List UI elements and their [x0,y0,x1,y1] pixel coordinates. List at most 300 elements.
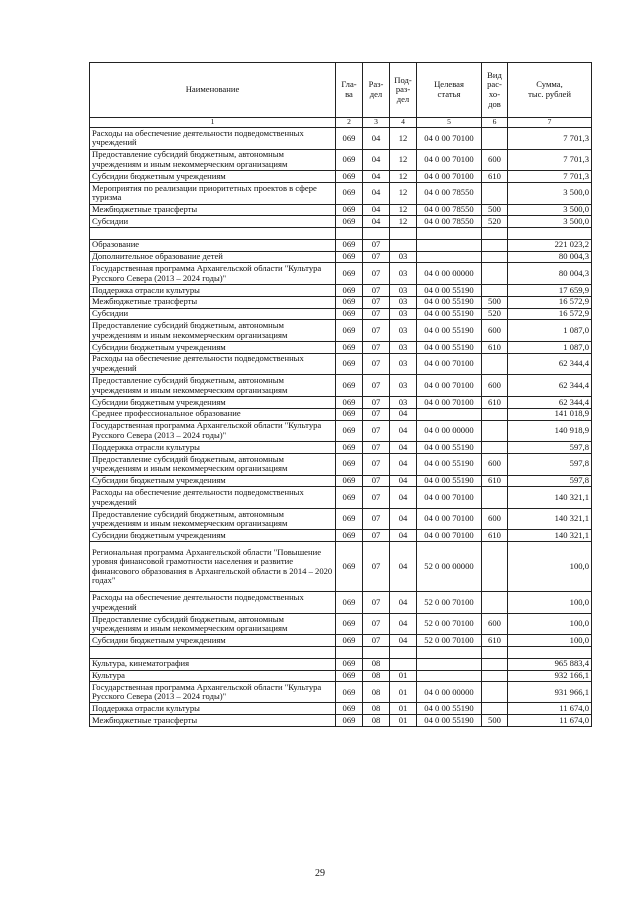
cell-subsection: 03 [390,296,417,308]
cell-expense-type: 600 [482,613,508,635]
cell-expense-type [482,251,508,263]
cell-expense-type: 520 [482,216,508,228]
cell-section: 07 [363,353,390,375]
cell-sum: 140 321,1 [508,530,592,542]
cell-subsection: 04 [390,453,417,475]
cell-chapter: 069 [336,487,363,509]
table-row [90,375,592,397]
cell-chapter: 069 [336,353,363,375]
cell-section: 07 [363,263,390,285]
cell-section: 07 [363,592,390,614]
cell-target-article: 04 0 00 00000 [417,682,482,703]
cell-expense-type [482,487,508,509]
cell-sum: 62 344,4 [508,396,592,408]
cell-section: 08 [363,670,390,682]
table-row [90,251,592,263]
cell-section: 07 [363,442,390,454]
table-row [90,658,592,670]
cell-chapter: 069 [336,453,363,475]
cell-target-article: 04 0 00 55190 [417,453,482,475]
cell-name: Субсидии бюджетным учреждениям [90,635,336,647]
cell-sum: 3 500,0 [508,204,592,216]
cell-name: Субсидии бюджетным учреждениям [90,341,336,353]
cell-name: Субсидии [90,308,336,320]
cell-sum: 965 883,4 [508,658,592,670]
cell-chapter: 069 [336,420,363,442]
cell-name: Образование [90,239,336,251]
cell-name: Субсидии бюджетным учреждениям [90,530,336,542]
table-row [90,341,592,353]
cell-target-article: 04 0 00 70100 [417,530,482,542]
cell-subsection: 12 [390,204,417,216]
cell-subsection: 04 [390,420,417,442]
cell-subsection: 04 [390,442,417,454]
cell-chapter: 069 [336,204,363,216]
cell-name: Субсидии бюджетным учреждениям [90,171,336,183]
cell-sum: 140 321,1 [508,487,592,509]
table-row [90,284,592,296]
cell-name: Государственная программа Архангельской области "Культура Русского Севера (2013 – 2024 годы)" [90,263,336,285]
cell-section: 07 [363,542,390,592]
cell-section: 04 [363,128,390,150]
cell-target-article: 04 0 00 55190 [417,296,482,308]
cell-section: 07 [363,375,390,397]
cell-sum [508,647,592,659]
cell-target-article: 04 0 00 70100 [417,375,482,397]
cell-target-article: 04 0 00 70100 [417,396,482,408]
cell-subsection [390,658,417,670]
cell-section: 04 [363,149,390,171]
cell-target-article: 04 0 00 70100 [417,149,482,171]
cell-section: 07 [363,453,390,475]
cell-chapter: 069 [336,670,363,682]
cell-expense-type [482,592,508,614]
cell-target-article: 52 0 00 70100 [417,592,482,614]
cell-sum: 597,8 [508,442,592,454]
column-number: 6 [482,118,508,128]
header-subsection: Под- раз- дел [390,63,417,118]
cell-expense-type [482,658,508,670]
table-row [90,682,592,703]
cell-chapter: 069 [336,475,363,487]
cell-chapter: 069 [336,703,363,715]
cell-subsection: 01 [390,703,417,715]
cell-target-article: 04 0 00 78550 [417,216,482,228]
cell-section: 07 [363,396,390,408]
cell-section: 04 [363,216,390,228]
cell-subsection: 12 [390,216,417,228]
cell-sum: 80 004,3 [508,251,592,263]
cell-sum: 140 918,9 [508,420,592,442]
header-expense-type: Вид рас- хо- дов [482,63,508,118]
cell-subsection [390,239,417,251]
cell-chapter: 069 [336,149,363,171]
cell-expense-type: 600 [482,375,508,397]
cell-expense-type: 520 [482,308,508,320]
cell-sum: 100,0 [508,613,592,635]
cell-name: Дополнительное образование детей [90,251,336,263]
table-row [90,475,592,487]
table-row [90,239,592,251]
cell-chapter: 069 [336,284,363,296]
table-row [90,320,592,342]
cell-expense-type [482,239,508,251]
header-chapter: Гла- ва [336,63,363,118]
cell-sum: 7 701,3 [508,128,592,150]
cell-chapter: 069 [336,341,363,353]
cell-chapter: 069 [336,375,363,397]
cell-subsection: 01 [390,670,417,682]
cell-name: Предоставление субсидий бюджетным, автономным учреждениям и иным некоммерческим организациям [90,508,336,530]
cell-section: 07 [363,530,390,542]
header-target-article: Целевая статья [417,63,482,118]
cell-sum: 16 572,9 [508,308,592,320]
cell-subsection: 04 [390,408,417,420]
cell-sum: 11 674,0 [508,703,592,715]
cell-sum: 11 674,0 [508,715,592,727]
cell-target-article: 04 0 00 55190 [417,341,482,353]
cell-expense-type [482,703,508,715]
cell-subsection [390,228,417,240]
blank-row [90,647,592,659]
table-row [90,204,592,216]
cell-expense-type [482,228,508,240]
cell-subsection: 04 [390,487,417,509]
cell-expense-type [482,263,508,285]
cell-name: Межбюджетные трансферты [90,296,336,308]
cell-name: Предоставление субсидий бюджетным, автономным учреждениям и иным некоммерческим организациям [90,149,336,171]
table-row [90,670,592,682]
cell-section: 07 [363,475,390,487]
cell-target-article: 04 0 00 78550 [417,204,482,216]
header-name: Наименование [90,63,336,118]
cell-chapter: 069 [336,715,363,727]
cell-name: Государственная программа Архангельской области "Культура Русского Севера (2013 – 2024 годы)" [90,682,336,703]
table-row [90,420,592,442]
cell-expense-type [482,420,508,442]
cell-expense-type: 610 [482,635,508,647]
cell-name: Культура, кинематография [90,658,336,670]
cell-subsection: 03 [390,251,417,263]
cell-name: Субсидии бюджетным учреждениям [90,475,336,487]
cell-section: 04 [363,171,390,183]
cell-section [363,647,390,659]
cell-chapter: 069 [336,530,363,542]
table-row [90,171,592,183]
cell-target-article: 04 0 00 70100 [417,508,482,530]
cell-name: Расходы на обеспечение деятельности подведомственных учреждений [90,353,336,375]
cell-target-article: 04 0 00 70100 [417,353,482,375]
table-row [90,182,592,204]
cell-target-article: 04 0 00 55190 [417,308,482,320]
cell-name: Региональная программа Архангельской области "Повышение уровня финансовой грамотности населения и развитие финансового образования в Архангельской области в 2014 – 2020 годах" [90,542,336,592]
cell-name: Межбюджетные трансферты [90,204,336,216]
cell-sum: 597,8 [508,475,592,487]
cell-section: 07 [363,320,390,342]
cell-chapter: 069 [336,658,363,670]
table-row [90,296,592,308]
cell-chapter: 069 [336,128,363,150]
cell-target-article [417,670,482,682]
cell-chapter: 069 [336,320,363,342]
cell-sum: 1 087,0 [508,320,592,342]
cell-expense-type [482,182,508,204]
cell-expense-type: 500 [482,296,508,308]
cell-subsection: 03 [390,375,417,397]
cell-name: Субсидии бюджетным учреждениям [90,396,336,408]
cell-expense-type: 610 [482,475,508,487]
cell-name: Поддержка отрасли культуры [90,703,336,715]
cell-chapter: 069 [336,216,363,228]
cell-sum: 221 023,2 [508,239,592,251]
table-row [90,508,592,530]
cell-name: Предоставление субсидий бюджетным, автономным учреждениям и иным некоммерческим организациям [90,375,336,397]
cell-sum: 100,0 [508,635,592,647]
cell-subsection: 03 [390,263,417,285]
cell-sum: 100,0 [508,542,592,592]
cell-section: 07 [363,613,390,635]
column-numbers-row [90,118,592,128]
cell-expense-type [482,542,508,592]
cell-chapter [336,228,363,240]
cell-subsection: 04 [390,635,417,647]
cell-section: 08 [363,703,390,715]
cell-name: Межбюджетные трансферты [90,715,336,727]
cell-chapter: 069 [336,682,363,703]
table-row [90,128,592,150]
budget-rows [90,128,592,727]
table-row [90,353,592,375]
table-row [90,308,592,320]
table-row [90,453,592,475]
cell-subsection: 04 [390,542,417,592]
cell-section: 07 [363,284,390,296]
cell-section: 07 [363,308,390,320]
cell-expense-type [482,353,508,375]
cell-target-article: 04 0 00 00000 [417,420,482,442]
cell-expense-type: 600 [482,149,508,171]
cell-name: Предоставление субсидий бюджетным, автономным учреждениям и иным некоммерческим организациям [90,320,336,342]
cell-sum: 7 701,3 [508,171,592,183]
cell-target-article: 52 0 00 70100 [417,613,482,635]
header-section: Раз- дел [363,63,390,118]
cell-target-article [417,658,482,670]
cell-expense-type [482,284,508,296]
cell-subsection: 04 [390,475,417,487]
cell-subsection: 12 [390,149,417,171]
cell-target-article: 52 0 00 70100 [417,635,482,647]
cell-section: 07 [363,508,390,530]
cell-chapter: 069 [336,396,363,408]
cell-subsection: 12 [390,128,417,150]
column-number: 3 [363,118,390,128]
cell-expense-type [482,408,508,420]
column-number: 4 [390,118,417,128]
column-number: 7 [508,118,592,128]
cell-target-article: 04 0 00 55190 [417,320,482,342]
cell-expense-type: 500 [482,715,508,727]
column-number: 5 [417,118,482,128]
table-row [90,635,592,647]
cell-subsection: 03 [390,320,417,342]
cell-subsection [390,647,417,659]
cell-sum: 1 087,0 [508,341,592,353]
cell-chapter: 069 [336,239,363,251]
cell-expense-type: 610 [482,171,508,183]
cell-expense-type: 610 [482,396,508,408]
cell-expense-type: 500 [482,204,508,216]
cell-chapter [336,647,363,659]
cell-chapter: 069 [336,182,363,204]
cell-target-article: 04 0 00 70100 [417,128,482,150]
cell-target-article: 04 0 00 55190 [417,284,482,296]
cell-expense-type: 600 [482,508,508,530]
cell-target-article [417,239,482,251]
cell-chapter: 069 [336,296,363,308]
cell-target-article [417,408,482,420]
table-row [90,408,592,420]
cell-sum [508,228,592,240]
cell-target-article: 04 0 00 00000 [417,263,482,285]
cell-chapter: 069 [336,251,363,263]
cell-section: 07 [363,239,390,251]
cell-sum: 141 018,9 [508,408,592,420]
cell-expense-type: 610 [482,341,508,353]
cell-section: 07 [363,420,390,442]
header-row [90,63,592,118]
cell-name: Поддержка отрасли культуры [90,442,336,454]
cell-sum: 140 321,1 [508,508,592,530]
cell-subsection: 03 [390,353,417,375]
table-row [90,216,592,228]
cell-target-article [417,647,482,659]
cell-chapter: 069 [336,171,363,183]
cell-expense-type: 610 [482,530,508,542]
cell-sum: 100,0 [508,592,592,614]
cell-target-article: 04 0 00 70100 [417,487,482,509]
cell-subsection: 04 [390,613,417,635]
cell-name: Расходы на обеспечение деятельности подведомственных учреждений [90,487,336,509]
cell-expense-type [482,647,508,659]
cell-sum: 17 659,9 [508,284,592,296]
cell-sum: 62 344,4 [508,375,592,397]
cell-subsection: 04 [390,592,417,614]
cell-subsection: 03 [390,396,417,408]
cell-name [90,647,336,659]
cell-section: 08 [363,658,390,670]
cell-sum: 3 500,0 [508,182,592,204]
cell-sum: 62 344,4 [508,353,592,375]
table-row [90,542,592,592]
cell-section [363,228,390,240]
cell-expense-type [482,128,508,150]
cell-sum: 932 166,1 [508,670,592,682]
cell-section: 04 [363,182,390,204]
cell-name: Среднее профессиональное образование [90,408,336,420]
cell-sum: 597,8 [508,453,592,475]
cell-subsection: 04 [390,508,417,530]
cell-target-article: 04 0 00 55190 [417,703,482,715]
table-row [90,592,592,614]
cell-expense-type [482,442,508,454]
column-number: 2 [336,118,363,128]
cell-section: 07 [363,251,390,263]
cell-name: Предоставление субсидий бюджетным, автономным учреждениям и иным некоммерческим организациям [90,613,336,635]
cell-sum: 16 572,9 [508,296,592,308]
table-row [90,263,592,285]
cell-chapter: 069 [336,442,363,454]
table-row [90,149,592,171]
cell-expense-type [482,682,508,703]
cell-expense-type: 600 [482,320,508,342]
cell-expense-type: 600 [482,453,508,475]
cell-section: 08 [363,682,390,703]
budget-table [89,62,592,727]
cell-target-article: 04 0 00 70100 [417,171,482,183]
cell-subsection: 03 [390,284,417,296]
table-row [90,442,592,454]
cell-name [90,228,336,240]
table-row [90,396,592,408]
cell-subsection: 12 [390,171,417,183]
cell-sum: 80 004,3 [508,263,592,285]
cell-subsection: 03 [390,308,417,320]
table-row [90,703,592,715]
cell-name: Мероприятия по реализации приоритетных проектов в сфере туризма [90,182,336,204]
cell-section: 07 [363,635,390,647]
cell-name: Государственная программа Архангельской области "Культура Русского Севера (2013 – 2024 годы)" [90,420,336,442]
cell-name: Расходы на обеспечение деятельности подведомственных учреждений [90,592,336,614]
cell-target-article: 52 0 00 00000 [417,542,482,592]
header-sum: Сумма, тыс. рублей [508,63,592,118]
cell-target-article [417,228,482,240]
cell-chapter: 069 [336,408,363,420]
cell-section: 07 [363,296,390,308]
cell-subsection: 03 [390,341,417,353]
cell-subsection: 12 [390,182,417,204]
cell-subsection: 01 [390,682,417,703]
cell-name: Культура [90,670,336,682]
cell-section: 04 [363,204,390,216]
cell-sum: 3 500,0 [508,216,592,228]
cell-chapter: 069 [336,308,363,320]
cell-subsection: 01 [390,715,417,727]
cell-target-article: 04 0 00 55190 [417,715,482,727]
cell-name: Поддержка отрасли культуры [90,284,336,296]
cell-name: Предоставление субсидий бюджетным, автономным учреждениям и иным некоммерческим организациям [90,453,336,475]
cell-section: 07 [363,408,390,420]
cell-chapter: 069 [336,592,363,614]
cell-name: Расходы на обеспечение деятельности подведомственных учреждений [90,128,336,150]
blank-row [90,228,592,240]
cell-subsection: 04 [390,530,417,542]
table-row [90,487,592,509]
cell-target-article [417,251,482,263]
cell-expense-type [482,670,508,682]
cell-chapter: 069 [336,613,363,635]
cell-chapter: 069 [336,542,363,592]
cell-target-article: 04 0 00 55190 [417,442,482,454]
table-row [90,613,592,635]
cell-sum: 7 701,3 [508,149,592,171]
cell-chapter: 069 [336,263,363,285]
budget-sheet [89,62,591,727]
cell-section: 08 [363,715,390,727]
cell-target-article: 04 0 00 55190 [417,475,482,487]
cell-sum: 931 966,1 [508,682,592,703]
page-number: 29 [315,868,325,879]
cell-section: 07 [363,341,390,353]
